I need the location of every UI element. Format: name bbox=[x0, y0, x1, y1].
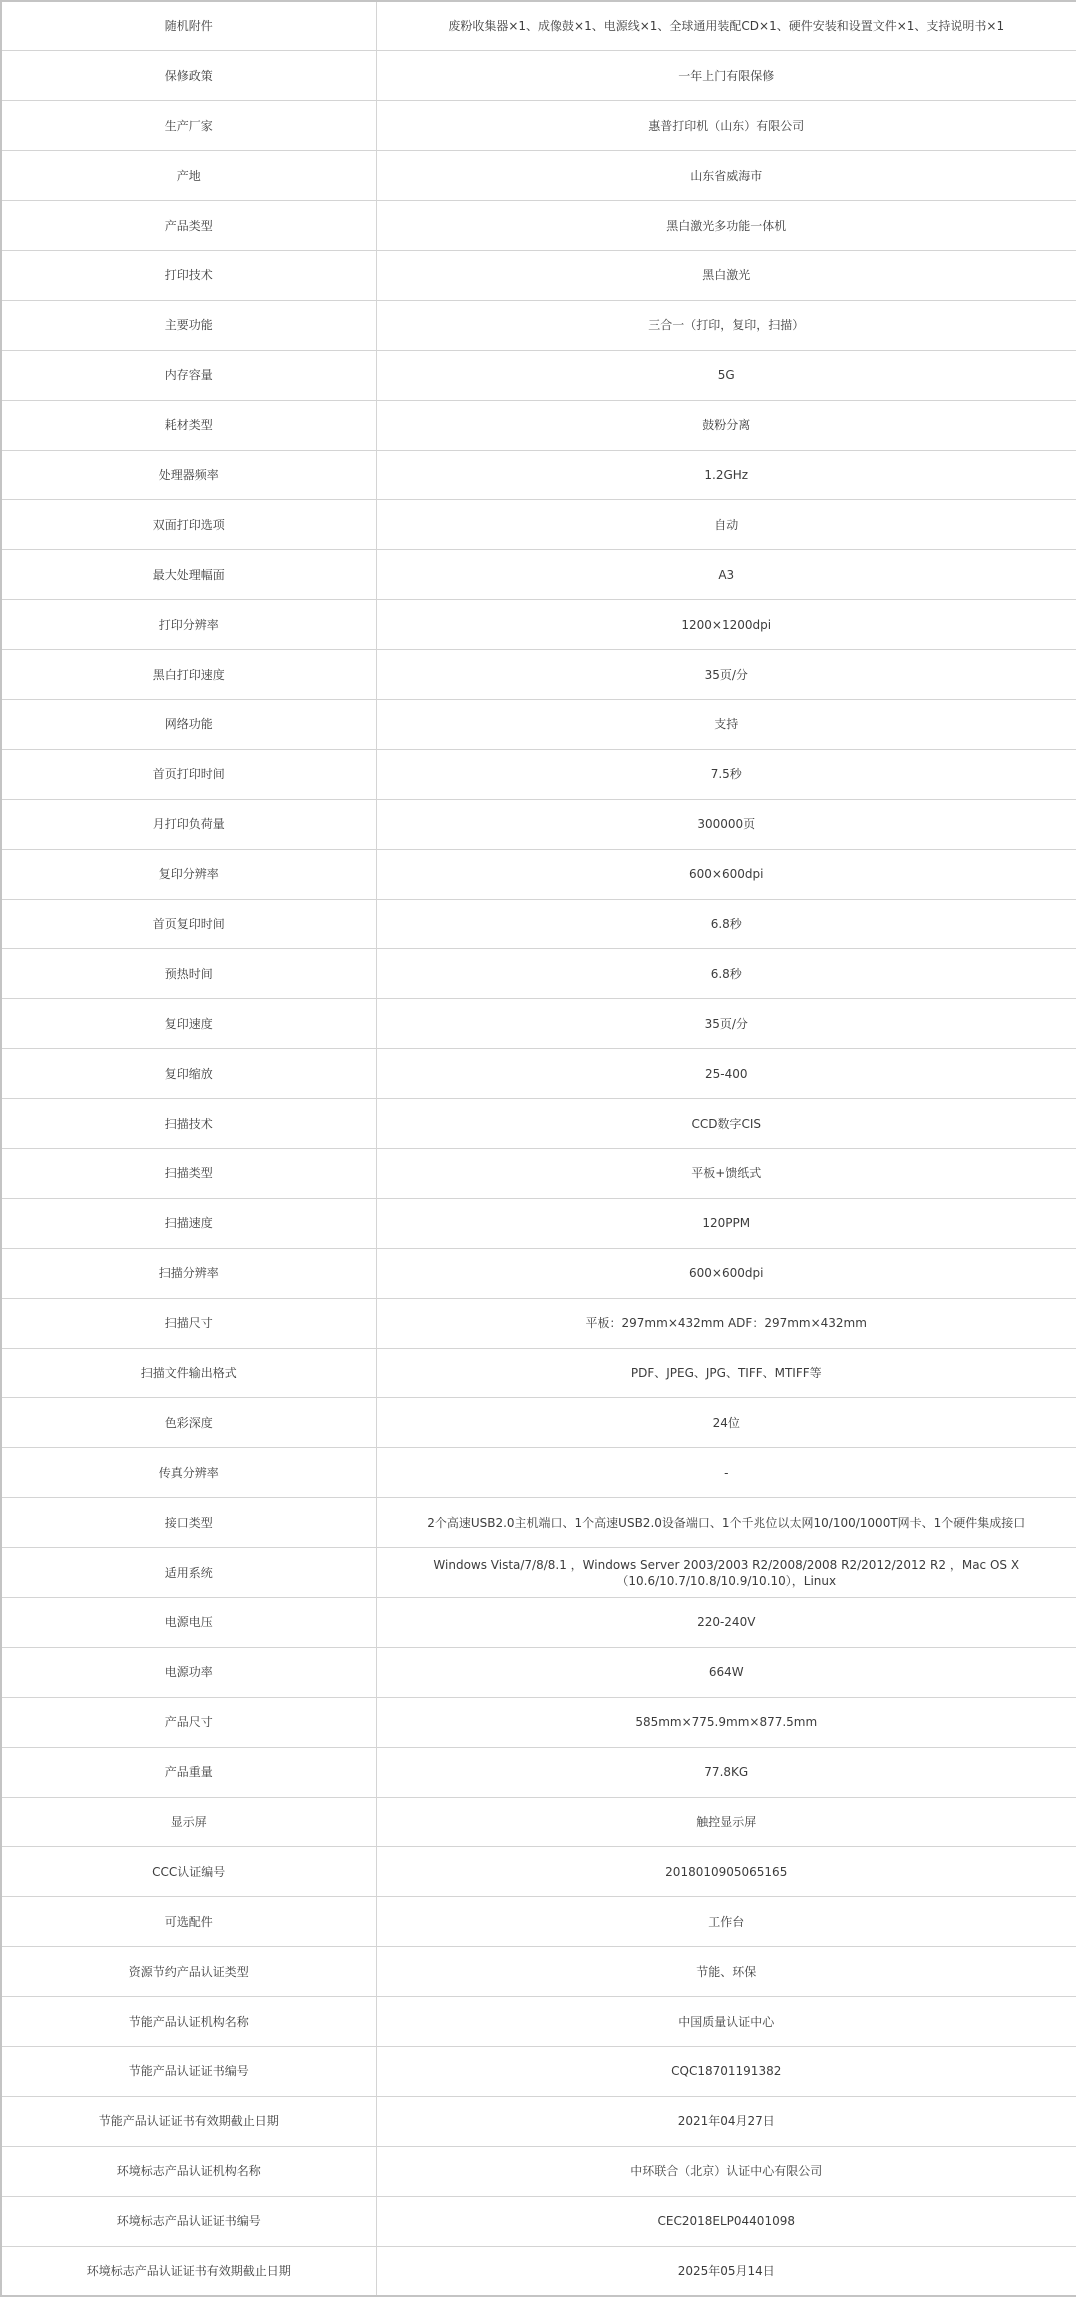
table-row bbox=[1, 201, 1076, 251]
spec-value: 平板：297mm×432mm ADF：297mm×432mm bbox=[376, 1298, 1076, 1348]
table-row bbox=[1, 250, 1076, 300]
spec-label: 资源节约产品认证类型 bbox=[1, 1947, 376, 1997]
table-row bbox=[1, 400, 1076, 450]
spec-label: 月打印负荷量 bbox=[1, 799, 376, 849]
spec-value: 惠普打印机（山东）有限公司 bbox=[376, 101, 1076, 151]
spec-label: 网络功能 bbox=[1, 699, 376, 749]
table-row bbox=[1, 1099, 1076, 1149]
spec-label: 扫描技术 bbox=[1, 1099, 376, 1149]
spec-value: CEC2018ELP04401098 bbox=[376, 2196, 1076, 2246]
spec-label: 双面打印选项 bbox=[1, 500, 376, 550]
spec-value: 触控显示屏 bbox=[376, 1797, 1076, 1847]
table-row bbox=[1, 1947, 1076, 1997]
table-row bbox=[1, 949, 1076, 999]
spec-label: 可选配件 bbox=[1, 1897, 376, 1947]
spec-value: 600×600dpi bbox=[376, 1248, 1076, 1298]
spec-value: 废粉收集器×1、成像鼓×1、电源线×1、全球通用装配CD×1、硬件安装和设置文件×1、支持说明书×1 bbox=[376, 1, 1076, 51]
table-row bbox=[1, 1897, 1076, 1947]
spec-value: 自动 bbox=[376, 500, 1076, 550]
spec-label: 生产厂家 bbox=[1, 101, 376, 151]
spec-label: 首页复印时间 bbox=[1, 899, 376, 949]
spec-value: 黑白激光 bbox=[376, 250, 1076, 300]
table-row bbox=[1, 450, 1076, 500]
table-row bbox=[1, 1498, 1076, 1548]
table-row bbox=[1, 650, 1076, 700]
spec-label: 复印缩放 bbox=[1, 1049, 376, 1099]
spec-label: 接口类型 bbox=[1, 1498, 376, 1548]
table-row bbox=[1, 1198, 1076, 1248]
spec-value: 山东省威海市 bbox=[376, 151, 1076, 201]
spec-value: - bbox=[376, 1448, 1076, 1498]
spec-value: 1200×1200dpi bbox=[376, 600, 1076, 650]
spec-label: 电源电压 bbox=[1, 1598, 376, 1648]
spec-label: 色彩深度 bbox=[1, 1398, 376, 1448]
table-row bbox=[1, 1548, 1076, 1598]
table-row bbox=[1, 849, 1076, 899]
spec-label: 节能产品认证证书编号 bbox=[1, 2047, 376, 2097]
spec-label: 扫描尺寸 bbox=[1, 1298, 376, 1348]
spec-value: 1.2GHz bbox=[376, 450, 1076, 500]
spec-value: 120PPM bbox=[376, 1198, 1076, 1248]
spec-value: 6.8秒 bbox=[376, 949, 1076, 999]
spec-label: 传真分辨率 bbox=[1, 1448, 376, 1498]
table-row bbox=[1, 1248, 1076, 1298]
spec-label: CCC认证编号 bbox=[1, 1847, 376, 1897]
spec-label: 扫描速度 bbox=[1, 1198, 376, 1248]
table-row bbox=[1, 2096, 1076, 2146]
table-row bbox=[1, 2246, 1076, 2296]
table-row bbox=[1, 1348, 1076, 1398]
table-row bbox=[1, 699, 1076, 749]
spec-label: 主要功能 bbox=[1, 300, 376, 350]
table-row bbox=[1, 300, 1076, 350]
spec-label: 电源功率 bbox=[1, 1647, 376, 1697]
spec-value: 工作台 bbox=[376, 1897, 1076, 1947]
table-row bbox=[1, 1847, 1076, 1897]
spec-label: 产品重量 bbox=[1, 1747, 376, 1797]
table-row bbox=[1, 1598, 1076, 1648]
spec-value: 5G bbox=[376, 350, 1076, 400]
spec-label: 环境标志产品认证证书编号 bbox=[1, 2196, 376, 2246]
spec-value: 2018010905065165 bbox=[376, 1847, 1076, 1897]
spec-value: 中国质量认证中心 bbox=[376, 1997, 1076, 2047]
spec-value: Windows Vista/7/8/8.1 ，Windows Server 2003/2003 R2/2008/2008 R2/2012/2012 R2 ，Mac OS X （10.6/10.7/10.8/10.9/10.10），Linux bbox=[376, 1548, 1076, 1598]
table-row bbox=[1, 550, 1076, 600]
table-row bbox=[1, 799, 1076, 849]
spec-table-body bbox=[1, 1, 1076, 2296]
spec-value: 一年上门有限保修 bbox=[376, 51, 1076, 101]
table-row bbox=[1, 600, 1076, 650]
spec-value: A3 bbox=[376, 550, 1076, 600]
spec-label: 适用系统 bbox=[1, 1548, 376, 1598]
spec-value: 300000页 bbox=[376, 799, 1076, 849]
spec-value: 7.5秒 bbox=[376, 749, 1076, 799]
spec-value: CCD数字CIS bbox=[376, 1099, 1076, 1149]
table-row bbox=[1, 101, 1076, 151]
spec-value: CQC18701191382 bbox=[376, 2047, 1076, 2097]
spec-label: 环境标志产品认证机构名称 bbox=[1, 2146, 376, 2196]
spec-label: 产品类型 bbox=[1, 201, 376, 251]
table-row bbox=[1, 1148, 1076, 1198]
spec-value: 664W bbox=[376, 1647, 1076, 1697]
table-row bbox=[1, 1747, 1076, 1797]
table-row bbox=[1, 1997, 1076, 2047]
spec-label: 耗材类型 bbox=[1, 400, 376, 450]
table-row bbox=[1, 1, 1076, 51]
spec-value: 中环联合（北京）认证中心有限公司 bbox=[376, 2146, 1076, 2196]
table-row bbox=[1, 151, 1076, 201]
table-row bbox=[1, 1398, 1076, 1448]
spec-label: 显示屏 bbox=[1, 1797, 376, 1847]
table-row bbox=[1, 1797, 1076, 1847]
spec-value: 585mm×775.9mm×877.5mm bbox=[376, 1697, 1076, 1747]
spec-value: PDF、JPEG、JPG、TIFF、MTIFF等 bbox=[376, 1348, 1076, 1398]
table-row bbox=[1, 350, 1076, 400]
spec-label: 扫描文件输出格式 bbox=[1, 1348, 376, 1398]
spec-label: 最大处理幅面 bbox=[1, 550, 376, 600]
spec-label: 处理器频率 bbox=[1, 450, 376, 500]
spec-label: 扫描类型 bbox=[1, 1148, 376, 1198]
table-row bbox=[1, 500, 1076, 550]
spec-label: 首页打印时间 bbox=[1, 749, 376, 799]
spec-value: 25-400 bbox=[376, 1049, 1076, 1099]
spec-value: 220-240V bbox=[376, 1598, 1076, 1648]
spec-label: 环境标志产品认证证书有效期截止日期 bbox=[1, 2246, 376, 2296]
spec-value: 三合一（打印，复印，扫描） bbox=[376, 300, 1076, 350]
spec-value: 节能、环保 bbox=[376, 1947, 1076, 1997]
table-row bbox=[1, 999, 1076, 1049]
table-row bbox=[1, 1049, 1076, 1099]
spec-label: 打印技术 bbox=[1, 250, 376, 300]
spec-label: 内存容量 bbox=[1, 350, 376, 400]
spec-label: 复印分辨率 bbox=[1, 849, 376, 899]
spec-label: 保修政策 bbox=[1, 51, 376, 101]
spec-value: 77.8KG bbox=[376, 1747, 1076, 1797]
table-row bbox=[1, 2196, 1076, 2246]
spec-label: 节能产品认证机构名称 bbox=[1, 1997, 376, 2047]
spec-value: 2021年04月27日 bbox=[376, 2096, 1076, 2146]
spec-label: 产品尺寸 bbox=[1, 1697, 376, 1747]
spec-label: 节能产品认证证书有效期截止日期 bbox=[1, 2096, 376, 2146]
table-row bbox=[1, 51, 1076, 101]
table-row bbox=[1, 2047, 1076, 2097]
spec-value: 支持 bbox=[376, 699, 1076, 749]
spec-value: 2个高速USB2.0主机端口、1个高速USB2.0设备端口、1个千兆位以太网10/100/1000T网卡、1个硬件集成接口 bbox=[376, 1498, 1076, 1548]
spec-label: 扫描分辨率 bbox=[1, 1248, 376, 1298]
spec-value: 35页/分 bbox=[376, 999, 1076, 1049]
spec-label: 预热时间 bbox=[1, 949, 376, 999]
spec-label: 随机附件 bbox=[1, 1, 376, 51]
spec-value: 600×600dpi bbox=[376, 849, 1076, 899]
spec-value: 平板+馈纸式 bbox=[376, 1148, 1076, 1198]
table-row bbox=[1, 1448, 1076, 1498]
table-row bbox=[1, 2146, 1076, 2196]
table-row bbox=[1, 899, 1076, 949]
table-row bbox=[1, 1647, 1076, 1697]
spec-label: 黑白打印速度 bbox=[1, 650, 376, 700]
spec-value: 鼓粉分离 bbox=[376, 400, 1076, 450]
spec-value: 6.8秒 bbox=[376, 899, 1076, 949]
spec-value: 黑白激光多功能一体机 bbox=[376, 201, 1076, 251]
table-row bbox=[1, 1298, 1076, 1348]
spec-value: 35页/分 bbox=[376, 650, 1076, 700]
spec-label: 打印分辨率 bbox=[1, 600, 376, 650]
spec-label: 产地 bbox=[1, 151, 376, 201]
table-row bbox=[1, 749, 1076, 799]
spec-value: 2025年05月14日 bbox=[376, 2246, 1076, 2296]
spec-label: 复印速度 bbox=[1, 999, 376, 1049]
spec-value: 24位 bbox=[376, 1398, 1076, 1448]
table-row bbox=[1, 1697, 1076, 1747]
